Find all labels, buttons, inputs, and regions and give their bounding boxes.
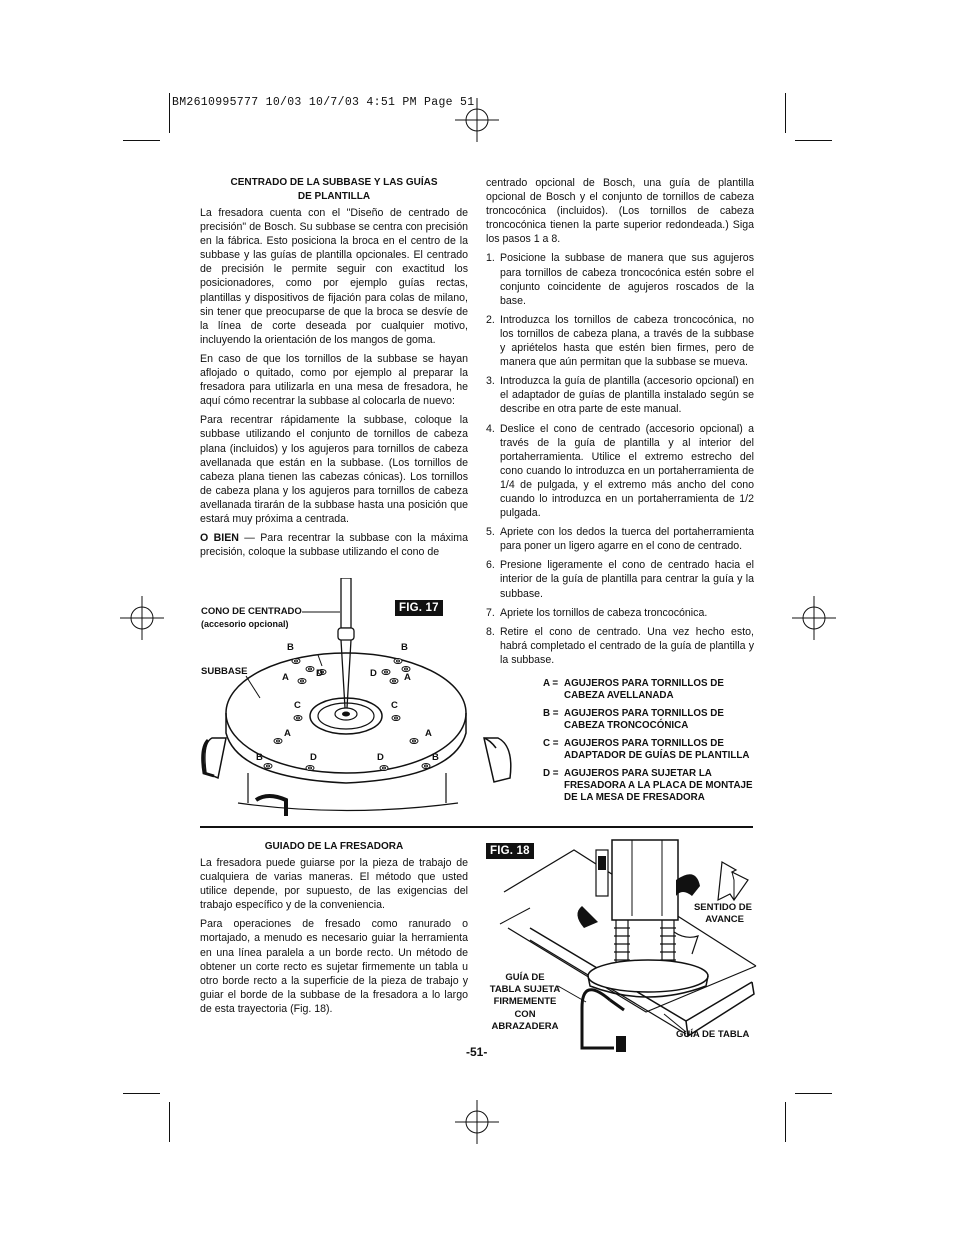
paragraph: centrado opcional de Bosch, una guía de plantilla opcional de Bosch y el conjunto de tornillos de cabeza troncocónica (incluidos). (Los tornillos de cabeza troncocónica tienen la parte superior redondeada.) Siga los pasos 1 a 8. <box>486 177 754 246</box>
steps-list <box>486 251 754 667</box>
crop-mark <box>785 1102 786 1142</box>
list-item: 2. Introduzca los tornillos de cabeza troncocónica, no los tornillos de cabeza plana, a través de la subbase y apriételos hasta que estén bien firmes, pero de manera que aún permitan que la subbase se mueva. <box>486 313 754 369</box>
crop-mark <box>123 1093 160 1094</box>
clamped-guide-label: FIRMEMENTE <box>493 996 557 1007</box>
left-column <box>200 176 468 564</box>
hole-letter-d: D <box>310 752 317 763</box>
paragraph: Para recentrar rápidamente la subbase, coloque la subbase utilizando el conjunto de tornillos de cabeza plana (incluidos) y los agujeros para tornillos de cabeza avellanada que están en la subbase. (Los tornillos de cabeza plana tienen las cabezas cónicas). Los tornillos de cabeza plana y los agujeros para tornillos de cabeza avellanada tirarán de la subbase hasta una posición que estará muy próxima a centrada. <box>200 414 468 525</box>
emphasis: O BIEN <box>200 532 239 545</box>
legend-item: B = AGUJEROS PARA TORNILLOS DE CABEZA TRONCOCÓNICA <box>543 708 724 731</box>
bottom-left-column <box>200 840 468 1021</box>
hole-letter-c: C <box>391 700 398 711</box>
clamped-guide-label: ABRAZADERA <box>491 1021 559 1032</box>
paragraph <box>200 531 468 559</box>
fig17-legend <box>543 678 763 810</box>
hole-letter-d: D <box>370 668 377 679</box>
hole-letter-b: B <box>256 752 263 763</box>
feed-direction-label: AVANCE <box>705 914 744 925</box>
hole-letter-b: B <box>401 642 408 653</box>
hole-letter-a: A <box>284 728 291 739</box>
section-heading: DE PLANTILLA <box>297 191 371 202</box>
hole-letter-b: B <box>287 642 294 653</box>
hole-letter-d: D <box>377 752 384 763</box>
cone-sublabel: (accesorio opcional) <box>201 619 289 629</box>
paragraph: Para operaciones de fresado como ranurado o mortajado, a menudo es necesario guiar la herramienta en una línea paralela a un borde recto. Un método de obtener un corte recto es sujetar firmemente un tabla u otro borde recto a la superficie de la pieza de trabajo y guiar el borde de la subbase de la fresadora a lo largo de esta trayectoria (Fig. 18). <box>200 918 468 1015</box>
crop-mark <box>169 1102 170 1142</box>
list-item: 6. Presione ligeramente el cono de centrado hacia el interior de la guía de plantilla para centrar la guía y la subbase. <box>486 559 754 600</box>
registration-target-icon <box>792 596 836 640</box>
section-divider <box>200 826 753 828</box>
legend-item: D = AGUJEROS PARA SUJETAR LA FRESADORA A LA PLACA DE MONTAJE DE LA MESA DE FRESADORA <box>543 768 753 803</box>
list-item: 4. Deslice el cono de centrado (accesorio opcional) a través de la guía de plantilla y al interior del portaherramienta. Utilice el extremo estrecho del cono cuando lo introduzca en un portaherramienta de 1/4 de pulgada, y el extremo más ancho del cono cuando lo introduzca en un portaherramienta de 1/2 pulgada. <box>486 422 754 520</box>
paragraph: La fresadora puede guiarse por la pieza de trabajo de cualquiera de varias maneras. El método que usted utilice depende, por supuesto, de las exigencias del trabajo específico y de la conveniencia. <box>200 857 468 912</box>
hole-letter-b: B <box>432 752 439 763</box>
feed-direction-label: SENTIDO DE <box>693 902 752 913</box>
crop-mark <box>795 1093 832 1094</box>
legend-item: A = AGUJEROS PARA TORNILLOS DE CABEZA AVELLANADA <box>543 678 724 701</box>
fig17-tag: FIG. 17 <box>395 600 443 616</box>
clamped-guide-label: TABLA SUJETA <box>489 984 561 995</box>
crop-mark <box>785 93 786 133</box>
list-item: 7. Apriete los tornillos de cabeza troncocónica. <box>486 606 708 619</box>
registration-target-icon <box>120 596 164 640</box>
list-item: 1. Posicione la subbase de manera que sus agujeros para tornillos de cabeza troncocónica estén sobre el conjunto coincidente de agujeros roscados de la base. <box>486 252 754 307</box>
crop-mark <box>123 140 160 141</box>
hole-letter-a: A <box>404 672 411 683</box>
subbase-label: SUBBASE <box>201 666 248 677</box>
section-heading: CENTRADO DE LA SUBBASE Y LAS GUÍAS <box>230 177 438 188</box>
clamped-guide-label: GUÍA DE <box>505 972 545 983</box>
list-item: 8. Retire el cono de centrado. Una vez hecho esto, habrá completado el centrado de la guía de plantilla y la subbase. <box>486 625 754 666</box>
paragraph: La fresadora cuenta con el "Diseño de centrado de precisión" de Bosch. Su subbase se centra con precisión en la fábrica. Esto posiciona la broca en el centro de la subbase y las guías de plantilla opcionales. El centrado de precisión le permite seguir con exactitud los posicionadores, como por ejemplo guías rectas, plantillas y dispositivos de fijación para colas de milano, sin tener que preocuparse de que la broca se desvíe de la línea de corte deseada por cualquier motivo, incluyendo la orientación de los mangos de goma. <box>200 207 468 346</box>
paragraph: En caso de que los tornillos de la subbase se hayan aflojado o quitado, como por ejemplo al preparar la fresadora para utilizarla en una mesa de fresadora, he aquí cómo recentrar la subbase al colocarla de nuevo: <box>200 352 468 408</box>
list-item: 3. Introduzca la guía de plantilla (accesorio opcional) en el adaptador de guías de plantilla instalado según se describe en otra parte de este manual. <box>486 375 754 416</box>
section-heading: GUIADO DE LA FRESADORA <box>264 841 404 852</box>
crop-mark <box>169 93 170 133</box>
hole-letter-a: A <box>282 672 289 683</box>
right-column <box>486 176 754 672</box>
hole-letter-a: A <box>425 728 432 739</box>
board-guide-label: GUÍA DE TABLA <box>676 1029 750 1040</box>
print-slug: BM2610995777 10/03 10/7/03 4:51 PM Page 51 <box>172 96 475 109</box>
cone-label: CONO DE CENTRADO <box>201 606 302 617</box>
legend-item: C = AGUJEROS PARA TORNILLOS DE ADAPTADOR DE GUÍAS DE PLANTILLA <box>543 738 750 761</box>
registration-target-icon <box>455 1100 499 1144</box>
hole-letter-c: C <box>294 700 301 711</box>
clamped-guide-label: CON <box>514 1009 536 1020</box>
fig18-tag: FIG. 18 <box>486 843 534 859</box>
hole-letter-d: D <box>316 668 323 679</box>
page-number: -51- <box>466 1045 488 1059</box>
list-item: 5. Apriete con los dedos la tuerca del portaherramienta para poner un ligero agarre en el cono de centrado. <box>486 526 754 553</box>
paragraph-text: — Para recentrar la subbase con la máxima precisión, coloque la subbase utilizando el cono de <box>200 532 468 559</box>
crop-mark <box>795 140 832 141</box>
